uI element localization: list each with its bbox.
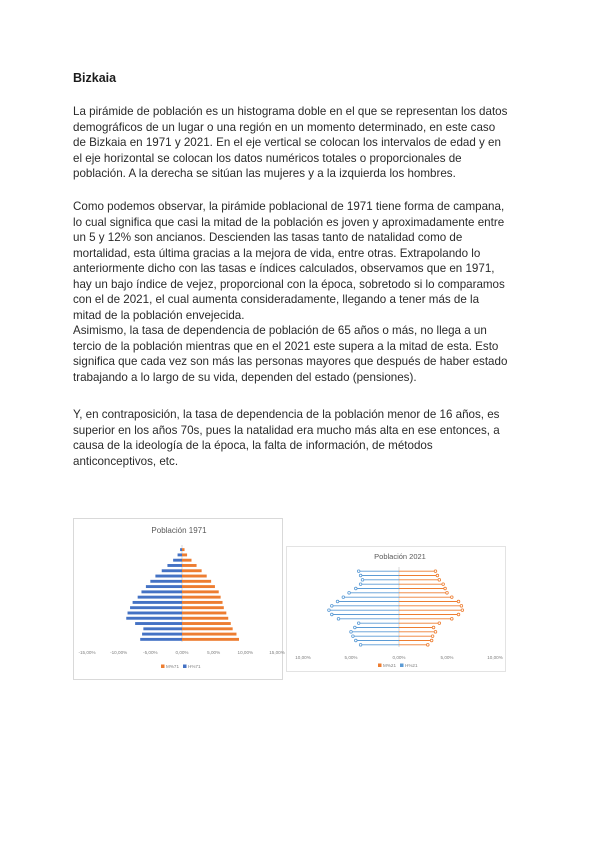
bar-Hpct71-60-64	[155, 575, 182, 578]
bar-Hpct71-20-24	[126, 617, 182, 620]
x-tick-label: 10,00%	[295, 655, 311, 660]
text-line: el eje horizontal se colocan los datos numéricos totales o proporcionales de	[73, 151, 462, 165]
chart-title: Población 2021	[374, 552, 426, 561]
bar-end-Mpct21-35-39	[457, 613, 460, 616]
text-line: causa de la ideología de la época, la falta de información, de métodos	[73, 439, 433, 452]
text-line: población. A la derecha se sitúan las mujeres y a la izquierda los hombres.	[73, 167, 456, 180]
bar-Mpct71-15-19	[182, 622, 231, 625]
bar-end-Hpct21-5-9	[355, 639, 358, 642]
bar-end-Mpct21-70-74	[442, 583, 445, 586]
bar-end-Hpct21-65-69	[355, 587, 358, 590]
chart-population-2021	[286, 546, 506, 672]
bar-end-Mpct21-65-69	[444, 587, 447, 590]
legend-swatch	[400, 664, 404, 668]
bar-end-Hpct21-85+	[357, 570, 360, 573]
bar-end-Mpct21-10-14	[431, 635, 434, 638]
text-line: mortalidad, esta última gracias a la mejora de vida, entre otras. Extrapolando lo	[73, 246, 481, 260]
text-line: con el de 2021, el cual aumenta consideradamente, llegando a tener más de la	[73, 293, 480, 306]
bar-end-Hpct21-45-49	[331, 605, 334, 608]
bar-Hpct71-35-39	[133, 601, 182, 604]
bar-end-Hpct21-50-54	[336, 600, 339, 603]
bar-Mpct71-60-64	[182, 575, 207, 578]
legend-label: H%21	[405, 663, 418, 668]
bar-Hpct71-85+	[180, 548, 182, 551]
bar-end-Hpct21-15-19	[350, 631, 353, 634]
bar-end-Hpct21-30-34	[337, 618, 340, 621]
bar-Hpct71-65-69	[162, 569, 182, 572]
bar-Mpct71-85+	[182, 548, 185, 551]
bar-Mpct71-40-44	[182, 596, 221, 599]
bar-end-Hpct21-75-79	[361, 579, 364, 582]
bar-Hpct71-70-74	[167, 564, 182, 567]
bar-Hpct71-15-19	[135, 622, 182, 625]
bar-end-Hpct21-60-64	[348, 592, 351, 595]
text-line: lo cual significa que casi la mitad de la población es joven y aproximadamente entre	[73, 215, 505, 229]
chart-1971-svg	[74, 519, 285, 679]
bar-end-Hpct21-0-4	[359, 644, 362, 647]
bar-Mpct71-10-14	[182, 627, 233, 630]
text-line: demográficos de un lugar o una región en un momento determinado, en este caso	[73, 120, 496, 134]
text-line: de Bizkaia en 1971 y 2021. En el eje vertical se colocan los intervalos de edad y en	[73, 136, 501, 149]
bar-Mpct71-0-4	[182, 638, 239, 641]
x-tick-label: 0,00%	[175, 650, 189, 655]
x-tick-label: 5,00%	[440, 655, 454, 660]
bar-Mpct71-70-74	[182, 564, 197, 567]
paragraph-introduction	[73, 104, 533, 182]
bar-end-Hpct21-40-44	[328, 609, 331, 612]
bar-Hpct71-30-34	[130, 606, 182, 609]
legend-label: M%71	[166, 664, 180, 669]
bar-end-Mpct21-15-19	[434, 631, 437, 634]
bar-Mpct71-35-39	[182, 601, 223, 604]
bar-end-Hpct21-20-24	[354, 626, 357, 629]
bar-Mpct71-30-34	[182, 606, 224, 609]
x-tick-label: -15,00%	[78, 650, 96, 655]
bar-end-Hpct21-80-84	[359, 574, 362, 577]
text-line: superior en los años 70s, pues la natalidad era mucho más alta en ese entonces, a	[73, 423, 500, 437]
bar-end-Mpct21-40-44	[461, 609, 464, 612]
bar-Hpct71-45-49	[141, 590, 182, 593]
chart-population-1971	[73, 518, 283, 680]
bar-Mpct71-45-49	[182, 590, 219, 593]
bar-Hpct71-55-59	[150, 580, 182, 583]
x-tick-label: 5,00%	[207, 650, 221, 655]
bar-Hpct71-75-79	[173, 559, 182, 562]
bar-Mpct71-55-59	[182, 580, 211, 583]
bar-Mpct71-65-69	[182, 569, 202, 572]
bar-end-Mpct21-80-84	[436, 574, 439, 577]
bar-end-Hpct21-25-29	[357, 622, 360, 625]
bar-end-Mpct21-5-9	[430, 639, 433, 642]
x-tick-label: 5,00%	[344, 655, 358, 660]
bar-end-Mpct21-0-4	[427, 644, 430, 647]
legend-swatch	[378, 664, 382, 668]
text-line: anteriormente dicho con las tasas e índices calculados, observamos que en 1971,	[73, 262, 495, 275]
bar-Hpct71-5-9	[142, 633, 182, 636]
chart-2021-svg	[287, 547, 505, 671]
bar-end-Mpct21-85+	[434, 570, 437, 573]
bar-end-Mpct21-45-49	[460, 605, 463, 608]
bar-end-Hpct21-35-39	[331, 613, 334, 616]
chart-title: Población 1971	[151, 526, 207, 535]
x-tick-label: -5,00%	[143, 650, 158, 655]
text-line: mitad de la población envejecida.	[73, 308, 245, 322]
x-tick-label: 0,00%	[392, 655, 406, 660]
text-line: Y, en contraposición, la tasa de dependencia de la población menor de 16 años, es	[73, 408, 500, 421]
paragraph-analysis	[73, 199, 533, 385]
bar-Hpct71-80-84	[178, 553, 182, 556]
text-line: tercio de la población mientras que en el 2021 este supera a la mitad de esta. Esto	[73, 339, 499, 353]
x-tick-label: 15,00%	[269, 650, 285, 655]
bar-Mpct71-25-29	[182, 612, 226, 615]
text-line: hay un bajo índice de vejez, proporcional con la época, sobretodo si lo comparamos	[73, 277, 505, 291]
text-line: anticonceptivos, etc.	[73, 454, 179, 468]
bar-end-Mpct21-20-24	[432, 626, 435, 629]
paragraph-contrast	[73, 407, 533, 469]
legend-label: M%21	[383, 663, 397, 668]
bar-Hpct71-25-29	[128, 612, 182, 615]
text-line: trabajando a lo largo de su vida, dependen del estado (pensiones).	[73, 370, 417, 384]
bar-Hpct71-10-14	[143, 627, 182, 630]
legend-label: H%71	[188, 664, 201, 669]
bar-end-Hpct21-55-59	[342, 596, 345, 599]
bar-Mpct71-5-9	[182, 633, 236, 636]
bar-Hpct71-0-4	[140, 638, 182, 641]
bar-Mpct71-20-24	[182, 617, 228, 620]
x-tick-label: 10,00%	[487, 655, 503, 660]
bar-Mpct71-50-54	[182, 585, 215, 588]
bar-Hpct71-50-54	[146, 585, 182, 588]
bar-end-Hpct21-70-74	[359, 583, 362, 586]
bar-Mpct71-75-79	[182, 559, 192, 562]
bar-Hpct71-40-44	[138, 596, 182, 599]
text-line: Como podemos observar, la pirámide poblacional de 1971 tiene forma de campana,	[73, 200, 505, 213]
text-line: un 5 y 12% son ancianos. Descienden las tasas tanto de natalidad como de	[73, 231, 463, 244]
bar-end-Mpct21-75-79	[438, 579, 441, 582]
bar-end-Hpct21-10-14	[352, 635, 355, 638]
text-line: La pirámide de población es un histograma doble en el que se representan los datos	[73, 105, 508, 118]
legend-swatch	[161, 665, 165, 669]
bar-end-Mpct21-60-64	[446, 592, 449, 595]
bar-end-Mpct21-30-34	[451, 618, 454, 621]
bar-end-Mpct21-25-29	[438, 622, 441, 625]
bar-Mpct71-80-84	[182, 553, 187, 556]
text-line: Asimismo, la tasa de dependencia de población de 65 años o más, no llega a un	[73, 324, 487, 337]
text-line: significa que cada vez son más las personas mayores que después de haber estado	[73, 355, 508, 368]
bar-end-Mpct21-55-59	[451, 596, 454, 599]
bar-end-Mpct21-50-54	[457, 600, 460, 603]
x-tick-label: 10,00%	[237, 650, 254, 655]
document-heading: Bizkaia	[73, 71, 117, 85]
x-tick-label: -10,00%	[110, 650, 128, 655]
legend-swatch	[183, 665, 187, 669]
